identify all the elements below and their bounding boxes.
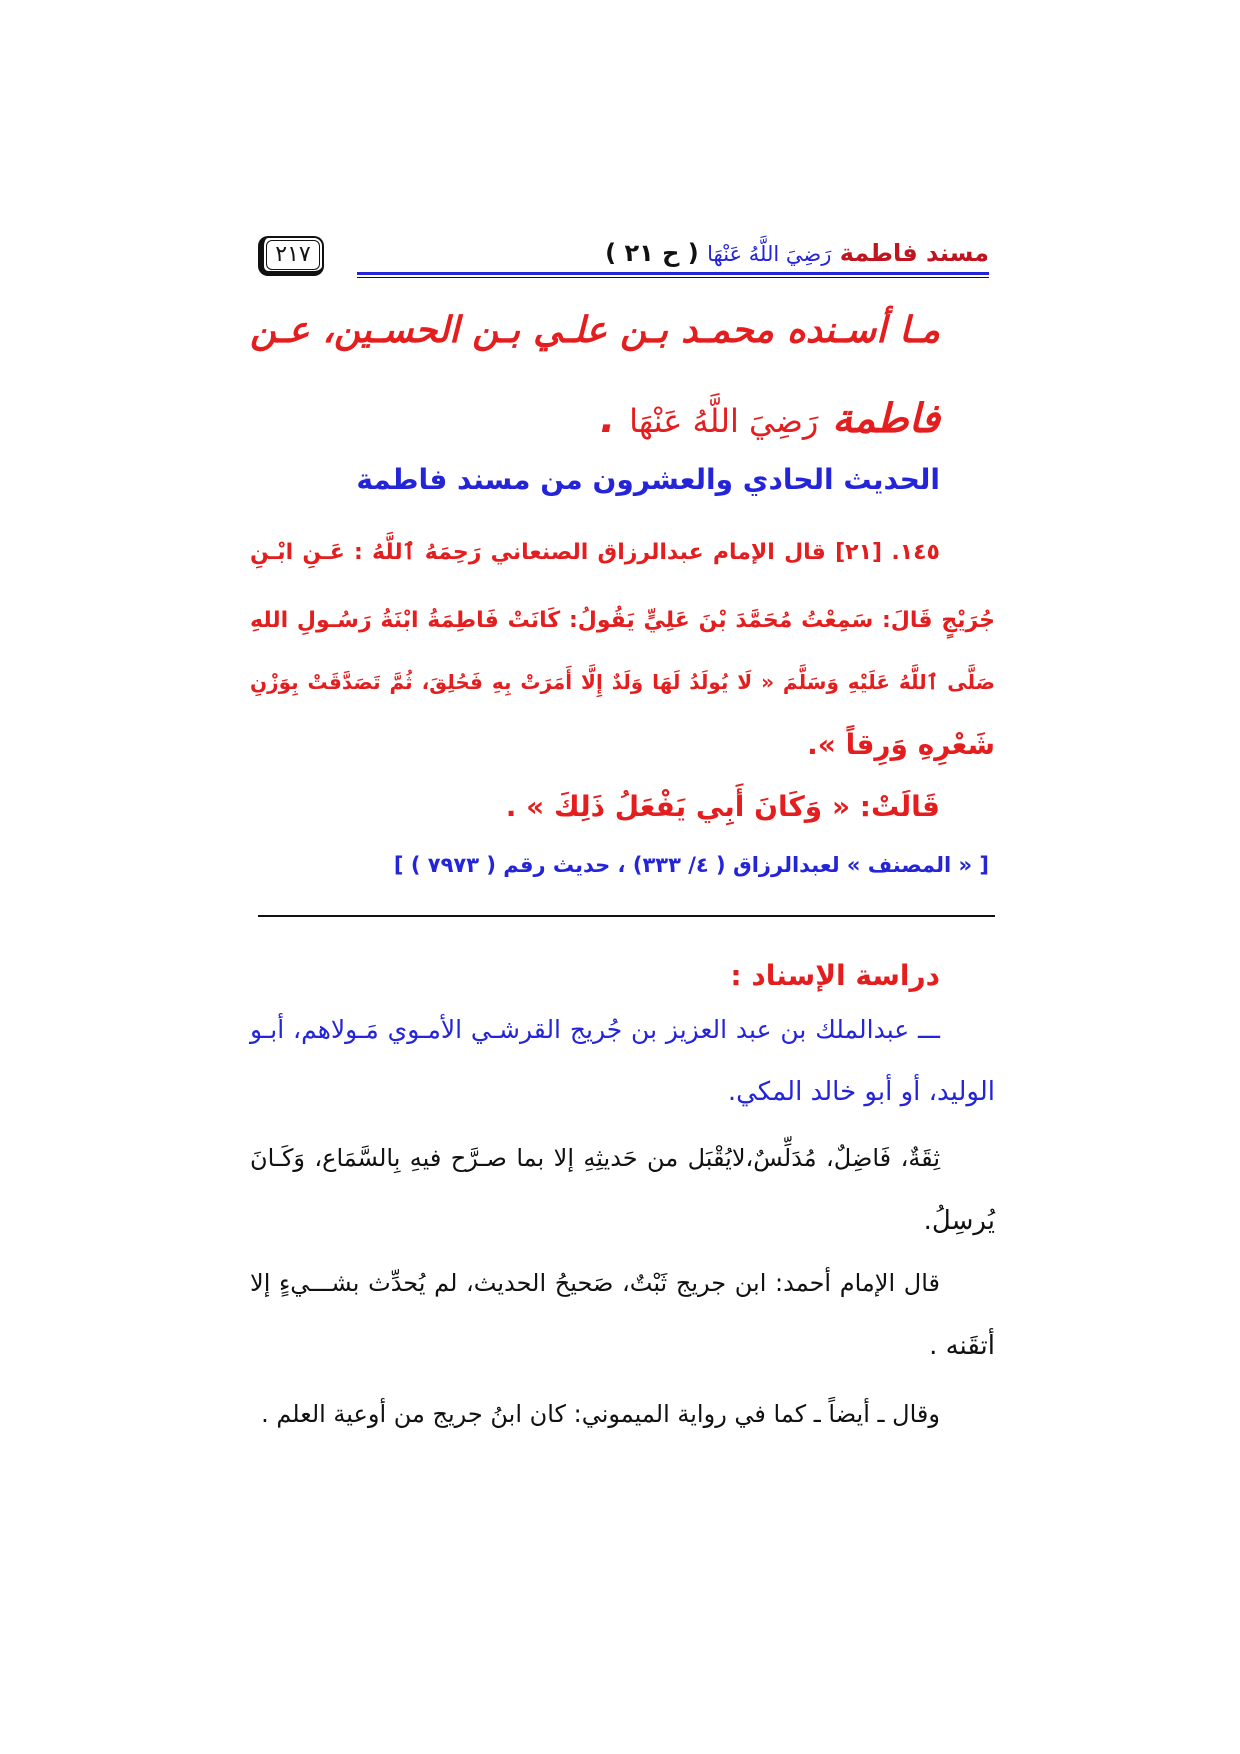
ahmad-quote-line-2: أتقَنه .: [929, 1331, 995, 1361]
isnad-study-heading: دراسة الإسناد :: [730, 959, 940, 992]
header-hadith-ref: ( ح ٢١ ): [605, 239, 699, 267]
chapter-title-honorific: رَضِيَ اللَّهُ عَنْهَا: [629, 402, 819, 440]
hadith-line-4: شَعْرِهِ وَرِقاً ».: [807, 728, 995, 761]
narrator-line-2: الوليد، أو أبو خالد المكي.: [727, 1077, 995, 1107]
grading-line-1: ثِقَةٌ، فَاضِلٌ، مُدَلِّسٌ،لايُقْبَل من حَديثِهِ إلا بما صـرَّح فيهِ بِالسَّمَاع، وَكَـانَ: [250, 1144, 940, 1172]
maymuni-quote: وقال ـ أيضاً ـ كما في رواية الميموني: كان ابنُ جريج من أوعية العلم .: [261, 1400, 940, 1428]
chapter-title-line-1: مـا أسـنده محمـد بـن علـي بـن الحسـين، عـن: [250, 310, 940, 351]
page-number-box: [258, 236, 324, 276]
hadith-heading: الحديث الحادي والعشرون من مسند فاطمة: [356, 463, 940, 496]
hadith-line-2: جُرَيْجٍ قَالَ: سَمِعْتُ مُحَمَّدَ بْنَ عَلِيٍّ يَقُولُ: كَانَتْ فَاطِمَةُ ابْنَةُ رَسُـولِ اللهِ: [250, 608, 995, 633]
section-divider: [258, 915, 995, 917]
hadith-line-3: صَلَّى ٱللَّهُ عَلَيْهِ وَسَلَّمَ « لَا يُولَدُ لَهَا وَلَدٌ إِلَّا أَمَرَتْ بِهِ فَحُلِقَ، ثُمَّ تَصَدَّقَتْ بِوَزْنِ: [250, 670, 995, 694]
chapter-title-end: .: [599, 396, 630, 442]
page-number: ٢١٧: [266, 240, 320, 270]
header-rule: [357, 272, 989, 278]
chapter-title-name: فاطمة: [832, 396, 940, 442]
header-book-title: مسند فاطمة: [839, 239, 989, 267]
ahmad-quote-line-1: قال الإمام أحمد: ابن جريج ثَبْتٌ، صَحيحُ الحديث، لم يُحدِّث بشـــيءٍ إلا: [250, 1269, 940, 1297]
header-honorific: رَضِيَ اللَّهُ عَنْهَا: [707, 242, 832, 266]
grading-line-2: يُرسِلُ.: [923, 1206, 995, 1236]
narrator-line-1: ـــ عبدالملك بن عبد العزيز بن جُريج القرشـي الأمـوي مَـولاهم، أبـو: [250, 1015, 940, 1044]
source-reference: [ « المصنف » لعبدالرزاق ( ٤/ ٣٣٣) ، حديث رقم ( ٧٩٧٣ ) ]: [393, 853, 989, 877]
running-header: [429, 234, 989, 272]
hadith-line-1: ١٤٥. [٢١] قال الإمام عبدالرزاق الصنعاني رَحِمَهُ ٱللَّهُ : عَـنِ ابْـنِ: [250, 540, 940, 565]
chapter-title-line-2: [250, 387, 940, 451]
hadith-line-5: قَالَتْ: « وَكَانَ أَبِي يَفْعَلُ ذَلِكَ » .: [505, 790, 940, 823]
